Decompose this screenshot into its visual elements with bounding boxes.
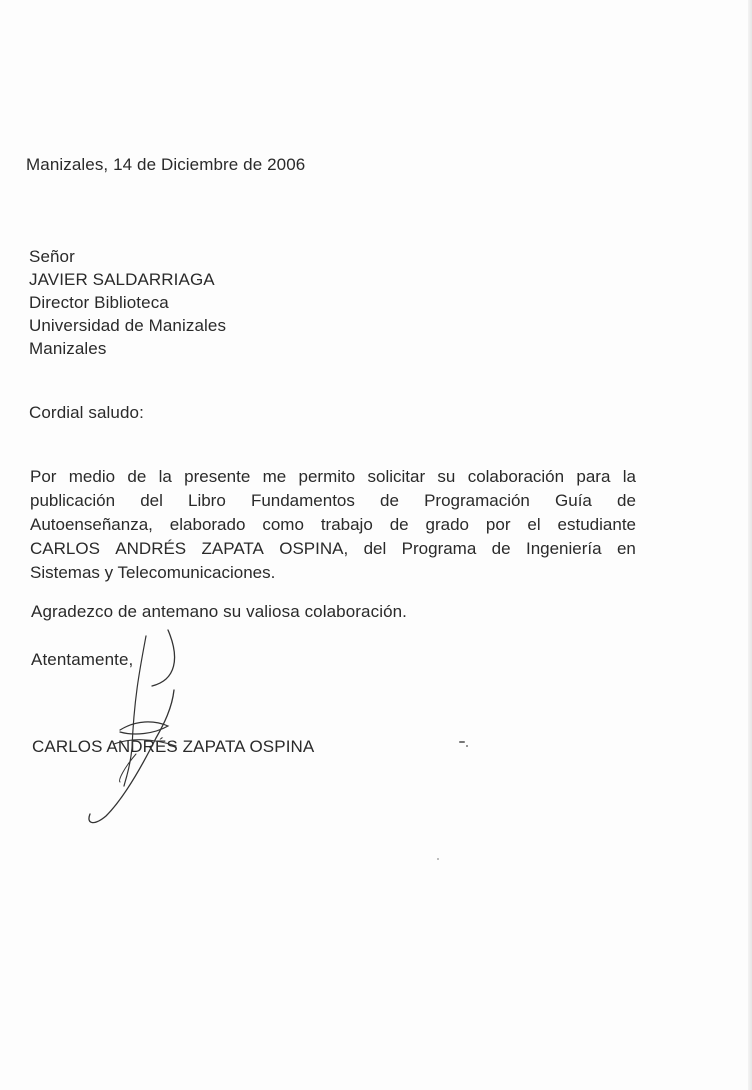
body-line xyxy=(30,489,636,513)
salutation: Cordial saludo: xyxy=(29,403,144,422)
body-line xyxy=(30,537,636,561)
scan-speck xyxy=(459,741,465,743)
body-word: el xyxy=(527,515,541,534)
body-word: presente xyxy=(184,467,251,486)
recipient-city: Manizales xyxy=(29,339,107,358)
body-word: para xyxy=(576,467,611,486)
body-word: de xyxy=(617,491,636,510)
body-word: permito xyxy=(298,467,356,486)
body-word: trabajo xyxy=(320,515,373,534)
body-word: Programación xyxy=(424,491,530,510)
recipient-organization: Universidad de Manizales xyxy=(29,316,227,335)
signer-name: CARLOS ANDRÉS ZAPATA OSPINA xyxy=(32,737,315,756)
body-word: estudiante xyxy=(557,515,636,534)
closing-line: Atentamente, xyxy=(31,650,134,669)
body-line xyxy=(30,513,636,537)
body-word: elaborado xyxy=(169,515,246,534)
body-word: ZAPATA xyxy=(201,539,264,558)
body-word: ANDRÉS xyxy=(115,539,187,558)
body-word: me xyxy=(262,467,287,486)
body-word: grado xyxy=(425,515,470,534)
scan-speck xyxy=(437,858,439,860)
scan-edge-shadow xyxy=(748,0,752,1090)
body-last-line: Sistemas y Telecomunicaciones. xyxy=(30,563,276,582)
body-word: CARLOS xyxy=(30,539,100,558)
body-word: Ingeniería xyxy=(525,539,602,558)
body-word: Libro xyxy=(188,491,226,510)
body-word: en xyxy=(616,539,636,558)
body-word: de xyxy=(127,467,147,486)
scan-speck xyxy=(466,745,468,747)
recipient-position: Director Biblioteca xyxy=(29,293,169,312)
letter-body-paragraph xyxy=(30,465,636,585)
body-word: Por xyxy=(30,467,57,486)
body-word: Fundamentos xyxy=(250,491,355,510)
handwritten-signature xyxy=(80,628,200,828)
body-word: de xyxy=(380,491,399,510)
body-word: medio xyxy=(68,467,116,486)
body-word: de xyxy=(389,515,409,534)
letter-date: Manizales, 14 de Diciembre de 2006 xyxy=(26,155,306,174)
recipient-address-block xyxy=(29,245,226,360)
body-word: Guía xyxy=(555,491,592,510)
recipient-name: JAVIER SALDARRIAGA xyxy=(29,270,215,289)
recipient-title: Señor xyxy=(29,247,75,266)
body-word: la xyxy=(622,467,636,486)
body-word: solicitar xyxy=(367,467,426,486)
body-word: su xyxy=(437,467,456,486)
body-word: de xyxy=(491,539,511,558)
body-line xyxy=(30,465,636,489)
body-word: OSPINA, xyxy=(279,539,349,558)
body-word: la xyxy=(158,467,172,486)
body-word: Programa xyxy=(401,539,477,558)
body-word: por xyxy=(485,515,511,534)
body-word: como xyxy=(262,515,304,534)
body-word: colaboración xyxy=(467,467,565,486)
body-word: Autoenseñanza, xyxy=(30,515,153,534)
body-word: del xyxy=(140,491,163,510)
body-word: del xyxy=(363,539,387,558)
body-word: publicación xyxy=(30,491,116,510)
thanks-line: Agradezco de antemano su valiosa colaboración. xyxy=(31,602,408,621)
